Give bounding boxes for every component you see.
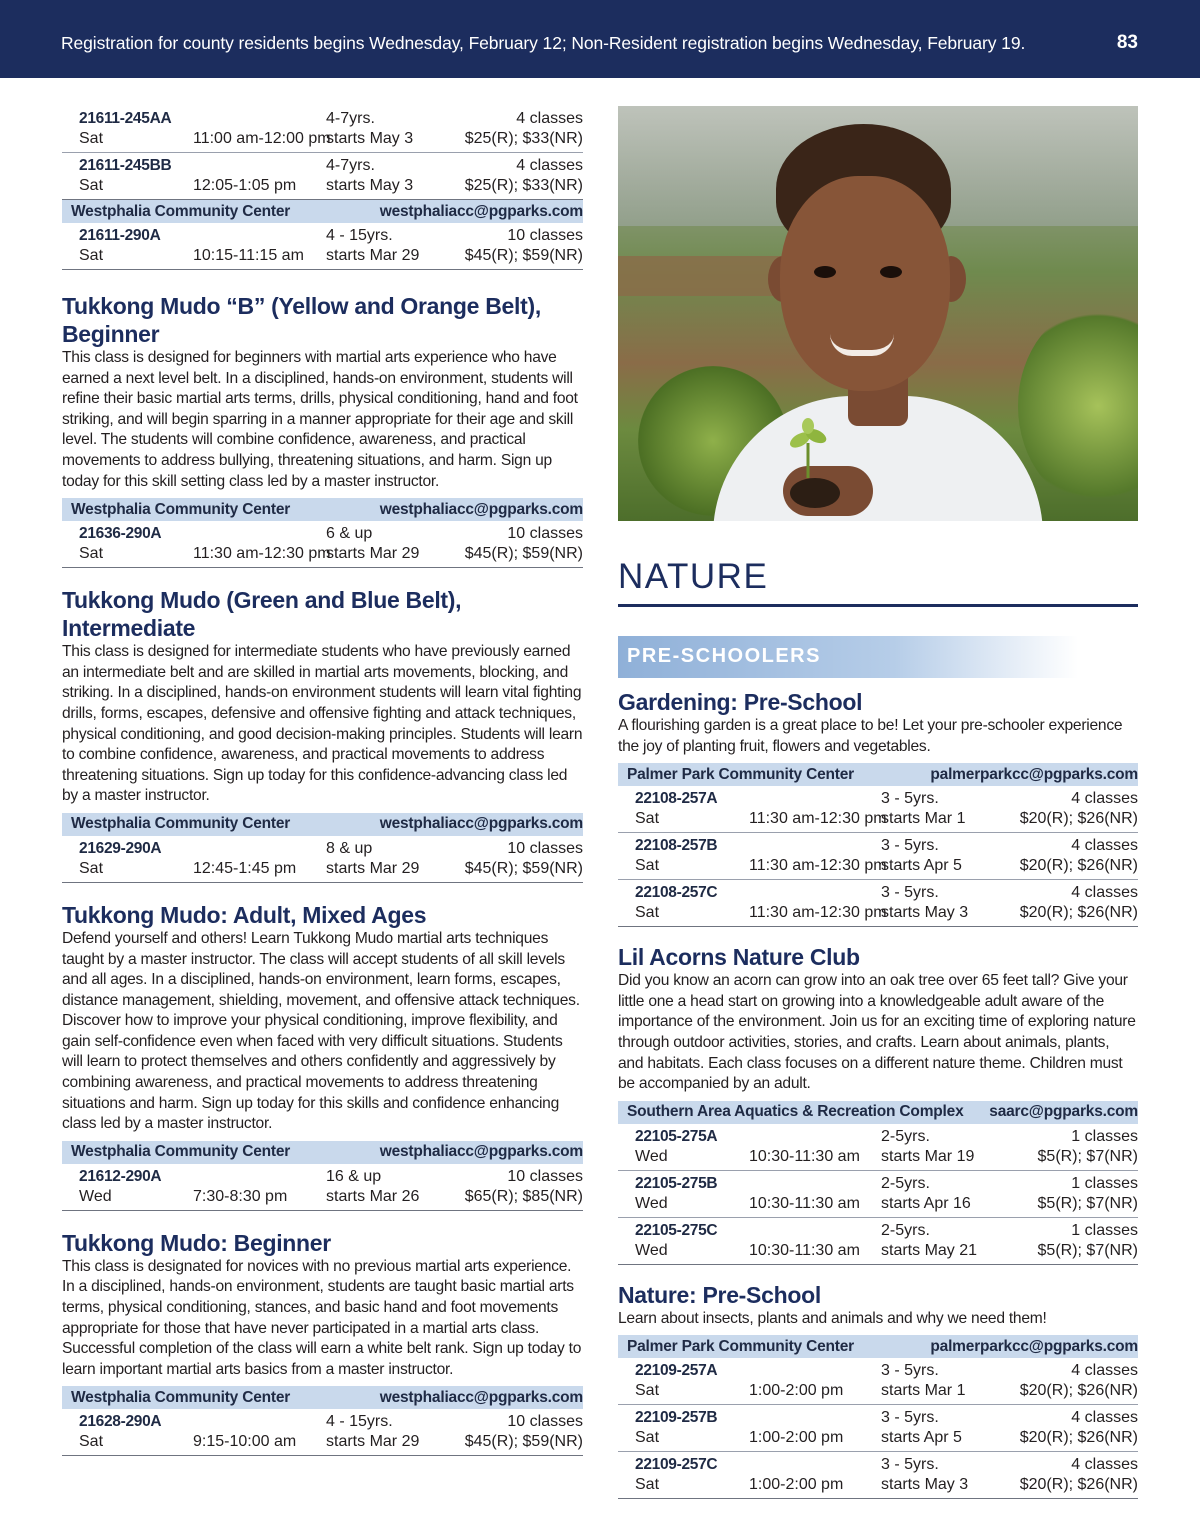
class-fee: $45(R); $59(NR)	[464, 859, 583, 877]
top-banner	[0, 0, 1200, 78]
program-description: This class is designed for intermediate students who have previously earned an intermediate belt and are skilled in martial arts movements, blocking, and striking. In a disciplined, hands-on environment students will learn vital fighting drills, forms, escapes, defensive and offensive fighting and attack techniques, physical conditioning, and good decision-making principles. Students will learn to combine confidence, awareness, and practical movements to address threatening situations. Sign up today for this confidence-advancing class led by a master instructor.	[62, 643, 583, 805]
start-date: starts Mar 29	[326, 1433, 420, 1451]
class-count: 10 classes	[507, 1167, 583, 1185]
start-date: starts Mar 29	[326, 859, 420, 877]
table-row	[62, 106, 583, 153]
location-name: Westphalia Community Center	[71, 815, 291, 833]
location-email[interactable]: palmerparkcc@pgparks.com	[930, 1337, 1138, 1355]
age-range: 6 & up	[326, 525, 373, 543]
class-count: 4 classes	[1071, 837, 1138, 855]
class-time: 10:30-11:30 am	[749, 1194, 860, 1212]
class-code: 21628-290A	[79, 1413, 162, 1431]
class-time: 11:30 am-12:30 pm	[749, 857, 887, 875]
start-date: starts May 3	[326, 130, 414, 147]
left-column	[62, 106, 583, 1456]
program-description: This class is designated for novices with no previous martial arts experience. In a disciplined, hands-on environment, students are taught basic martial arts terms, physical conditioning, stances, and basic hand and foot movements appropriate for those that have never participated in a martial arts class. Successful completion of the class will earn a white belt rank. Sign up today to learn important martial arts basics from a master instructor.	[62, 1257, 582, 1378]
class-time: 10:30-11:30 am	[749, 1147, 860, 1165]
age-range: 3 - 5yrs.	[881, 1456, 939, 1474]
class-time: 10:30-11:30 am	[749, 1241, 860, 1259]
program-description: Did you know an acorn can grow into an oak tree over 65 feet tall? Give your little one a head start on growing into a knowledgeable adult aware of the importance of the environment. Join us for an exciting time of exploring nature through outdoor activities, stories, and crafts. Learn about animals, plants, and habitats. Each class focuses on a different nature theme. Children must be accompanied by an adult.	[618, 972, 1136, 1093]
age-range: 2-5yrs.	[881, 1127, 930, 1145]
class-time: 12:05-1:05 pm	[193, 177, 297, 194]
class-code: 22108-257B	[635, 837, 718, 855]
class-fee: $45(R); $59(NR)	[464, 545, 583, 563]
class-day: Wed	[79, 1187, 112, 1205]
class-day: Sat	[79, 177, 104, 194]
class-fee: $20(R); $26(NR)	[1019, 857, 1138, 875]
age-range: 3 - 5yrs.	[881, 837, 939, 855]
table-row	[62, 521, 583, 568]
schedule-table	[62, 1141, 583, 1211]
class-count: 4 classes	[516, 157, 583, 174]
location-email[interactable]: westphaliacc@pgparks.com	[379, 1143, 583, 1161]
program-description: This class is designed for beginners with martial arts experience who have earned a next level belt. In a disciplined, hands-on environment, students will refine their basic martial arts terms, drills, physical conditioning, hand and foot striking, and will begin sparring in a manner appropriate for their age and skill level. The students will combine confidence, awareness, and practical movements to address bullying, threatening situations, and harm. Sign up today for this skill setting class led by a master instructor.	[62, 349, 578, 490]
class-day: Sat	[635, 1429, 660, 1447]
program-description: Defend yourself and others! Learn Tukkong Mudo martial arts techniques taught by a master instructor. The class will accept students of all skill levels and all ages. In a disciplined, hands-on environment, learn forms, escapes, distance management, shielding, movement, and offensive attack techniques. Discover how to improve your physical conditioning, improve flexibility, and gain self-confidence even when faced with very difficult situations. Students will learn to protect themselves and others confidently and aggressively by combining awareness, and practical movements to address threatening situations and harm. Sign up today for this skills and confidence enhancing class led by a master instructor.	[62, 929, 580, 1133]
start-date: starts Mar 1	[881, 1382, 966, 1400]
program-title: Lil Acorns Nature Club	[618, 944, 860, 971]
class-code: 21612-290A	[79, 1167, 162, 1185]
schedule-table	[618, 763, 1138, 927]
age-range: 2-5yrs.	[881, 1221, 930, 1239]
location-header	[62, 813, 583, 836]
class-fee: $20(R); $26(NR)	[1019, 1382, 1138, 1400]
location-name: Palmer Park Community Center	[627, 765, 854, 783]
class-code: 22105-275A	[635, 1127, 718, 1145]
class-fee: $25(R); $33(NR)	[464, 177, 583, 194]
location-email[interactable]: saarc@pgparks.com	[989, 1103, 1138, 1121]
location-name: Southern Area Aquatics & Recreation Complex	[627, 1103, 964, 1121]
start-date: starts Mar 29	[326, 545, 420, 563]
table-row	[618, 1171, 1138, 1218]
table-row	[618, 833, 1138, 880]
class-count: 1 classes	[1071, 1174, 1138, 1192]
location-email[interactable]: westphaliacc@pgparks.com	[379, 1388, 583, 1406]
table-row	[618, 1124, 1138, 1171]
class-day: Sat	[79, 545, 104, 563]
location-name: Palmer Park Community Center	[627, 1337, 854, 1355]
class-day: Sat	[635, 904, 660, 922]
class-time: 9:15-10:00 am	[193, 1433, 297, 1451]
age-range: 3 - 5yrs.	[881, 790, 939, 808]
class-day: Sat	[635, 810, 660, 828]
program-title: Tukkong Mudo (Green and Blue Belt), Intermediate	[62, 587, 462, 642]
class-code: 22109-257B	[635, 1409, 718, 1427]
table-row	[618, 1452, 1138, 1499]
location-email[interactable]: westphaliacc@pgparks.com	[379, 202, 583, 220]
schedule-table	[618, 1101, 1138, 1265]
class-count: 4 classes	[1071, 790, 1138, 808]
location-header	[62, 498, 583, 521]
category-label: PRE-SCHOOLERS	[627, 645, 821, 667]
table-row	[618, 1218, 1138, 1265]
program-title: Tukkong Mudo: Beginner	[62, 1229, 331, 1256]
class-code: 21636-290A	[79, 525, 162, 543]
class-fee: $65(R); $85(NR)	[464, 1187, 583, 1205]
age-range: 3 - 5yrs.	[881, 1409, 939, 1427]
right-column	[618, 106, 1138, 1499]
start-date: starts Apr 5	[881, 1429, 962, 1447]
class-fee: $45(R); $59(NR)	[464, 1433, 583, 1451]
program-title: Gardening: Pre-School	[618, 689, 863, 715]
table-row	[618, 880, 1138, 927]
start-date: starts May 3	[881, 904, 969, 922]
start-date: starts Mar 19	[881, 1147, 975, 1165]
class-time: 11:30 am-12:30 pm	[749, 904, 887, 922]
program-description: Learn about insects, plants and animals and why we need them!	[618, 1309, 1047, 1327]
location-name: Westphalia Community Center	[71, 202, 291, 220]
location-email[interactable]: westphaliacc@pgparks.com	[379, 500, 583, 518]
class-count: 4 classes	[1071, 884, 1138, 902]
class-fee: $20(R); $26(NR)	[1019, 904, 1138, 922]
age-range: 4 - 15yrs.	[326, 1413, 393, 1431]
class-fee: $5(R); $7(NR)	[1037, 1241, 1138, 1259]
class-fee: $20(R); $26(NR)	[1019, 1476, 1138, 1494]
program-section	[62, 586, 583, 883]
class-time: 1:00-2:00 pm	[749, 1476, 844, 1494]
age-range: 16 & up	[326, 1167, 382, 1185]
class-day: Wed	[635, 1147, 668, 1165]
class-time: 1:00-2:00 pm	[749, 1382, 844, 1400]
class-day: Sat	[79, 859, 104, 877]
start-date: starts Apr 5	[881, 857, 962, 875]
class-time: 10:15-11:15 am	[193, 247, 304, 264]
table-row	[618, 1405, 1138, 1452]
program-title: Tukkong Mudo: Adult, Mixed Ages	[62, 901, 427, 928]
schedule-table	[62, 498, 583, 568]
class-time: 1:00-2:00 pm	[749, 1429, 844, 1447]
class-code: 21611-290A	[79, 227, 161, 244]
class-fee: $20(R); $26(NR)	[1019, 1429, 1138, 1447]
class-code: 22109-257C	[635, 1456, 718, 1474]
table-row	[62, 153, 583, 200]
schedule-table	[62, 106, 583, 270]
class-day: Sat	[79, 247, 104, 264]
start-date: starts Mar 1	[881, 810, 966, 828]
class-count: 10 classes	[507, 227, 583, 244]
class-count: 10 classes	[507, 525, 583, 543]
class-code: 22105-275B	[635, 1174, 718, 1192]
schedule-table	[62, 1386, 583, 1456]
start-date: starts Mar 26	[326, 1187, 420, 1205]
nature-heading: NATURE	[618, 551, 1138, 607]
class-day: Sat	[635, 1476, 660, 1494]
class-count: 1 classes	[1071, 1127, 1138, 1145]
class-time: 11:00 am-12:00 pm	[193, 130, 331, 147]
class-code: 21629-290A	[79, 839, 162, 857]
schedule-table	[62, 813, 583, 883]
registration-notice: Registration for county residents begins Wednesday, February 12; Non-Resident registration begins Wednesday, February 19.	[61, 33, 1026, 53]
class-code: 22109-257A	[635, 1362, 718, 1380]
category-bar	[618, 636, 1078, 678]
location-header	[62, 1386, 583, 1409]
program-section	[618, 943, 1138, 1265]
location-email[interactable]: palmerparkcc@pgparks.com	[930, 765, 1138, 783]
class-time: 7:30-8:30 pm	[193, 1187, 288, 1205]
class-day: Wed	[635, 1194, 668, 1212]
class-day: Wed	[635, 1241, 668, 1259]
start-date: starts May 3	[326, 177, 414, 194]
class-count: 1 classes	[1071, 1221, 1138, 1239]
class-day: Sat	[79, 130, 104, 147]
class-code: 21611-245BB	[79, 157, 172, 174]
location-header	[62, 200, 583, 223]
schedule-table	[618, 1335, 1138, 1499]
page-number: 83	[1116, 32, 1138, 53]
program-description: A flourishing garden is a great place to be! Let your pre-schooler experience the joy of planting fruit, flowers and vegetables.	[618, 717, 1123, 755]
program-section	[62, 292, 583, 568]
class-day: Sat	[79, 1433, 104, 1451]
class-code: 21611-245AA	[79, 110, 172, 127]
class-fee: $45(R); $59(NR)	[464, 247, 583, 264]
age-range: 4-7yrs.	[326, 110, 375, 127]
age-range: 4 - 15yrs.	[326, 227, 393, 244]
location-header	[618, 1101, 1138, 1124]
location-name: Westphalia Community Center	[71, 500, 291, 518]
age-range: 3 - 5yrs.	[881, 1362, 939, 1380]
class-count: 4 classes	[1071, 1362, 1138, 1380]
age-range: 3 - 5yrs.	[881, 884, 939, 902]
start-date: starts Apr 16	[881, 1194, 971, 1212]
location-header	[62, 1141, 583, 1164]
location-name: Westphalia Community Center	[71, 1143, 291, 1161]
class-code: 22108-257A	[635, 790, 718, 808]
table-row	[618, 1358, 1138, 1405]
location-header	[618, 1335, 1138, 1358]
table-row	[618, 786, 1138, 833]
class-fee: $5(R); $7(NR)	[1037, 1194, 1138, 1212]
class-fee: $25(R); $33(NR)	[464, 130, 583, 147]
program-title: Tukkong Mudo “B” (Yellow and Orange Belt), Beginner	[62, 293, 541, 347]
child-gardening-photo	[618, 106, 1138, 521]
class-count: 10 classes	[507, 1413, 583, 1431]
class-count: 4 classes	[1071, 1409, 1138, 1427]
location-email[interactable]: westphaliacc@pgparks.com	[379, 815, 583, 833]
program-title: Nature: Pre-School	[618, 1281, 821, 1308]
start-date: starts May 3	[881, 1476, 969, 1494]
class-time: 11:30 am-12:30 pm	[193, 545, 331, 563]
age-range: 2-5yrs.	[881, 1174, 930, 1192]
program-section	[618, 1281, 1138, 1500]
table-row	[62, 836, 583, 883]
class-count: 4 classes	[1071, 1456, 1138, 1474]
class-day: Sat	[635, 857, 660, 875]
location-header	[618, 763, 1138, 786]
class-day: Sat	[635, 1382, 660, 1400]
class-time: 12:45-1:45 pm	[193, 859, 297, 877]
class-count: 10 classes	[507, 839, 583, 857]
class-code: 22105-275C	[635, 1221, 718, 1239]
class-time: 11:30 am-12:30 pm	[749, 810, 887, 828]
start-date: starts Mar 29	[326, 247, 420, 264]
start-date: starts May 21	[881, 1241, 978, 1259]
age-range: 8 & up	[326, 839, 373, 857]
age-range: 4-7yrs.	[326, 157, 375, 174]
program-section	[62, 901, 583, 1211]
program-section	[618, 688, 1138, 927]
table-row	[62, 1409, 583, 1456]
class-code: 22108-257C	[635, 884, 718, 902]
class-fee: $20(R); $26(NR)	[1019, 810, 1138, 828]
class-fee: $5(R); $7(NR)	[1037, 1147, 1138, 1165]
program-section	[62, 1229, 583, 1457]
table-row	[62, 1164, 583, 1211]
location-name: Westphalia Community Center	[71, 1388, 291, 1406]
table-row	[62, 223, 583, 270]
class-count: 4 classes	[516, 110, 583, 127]
